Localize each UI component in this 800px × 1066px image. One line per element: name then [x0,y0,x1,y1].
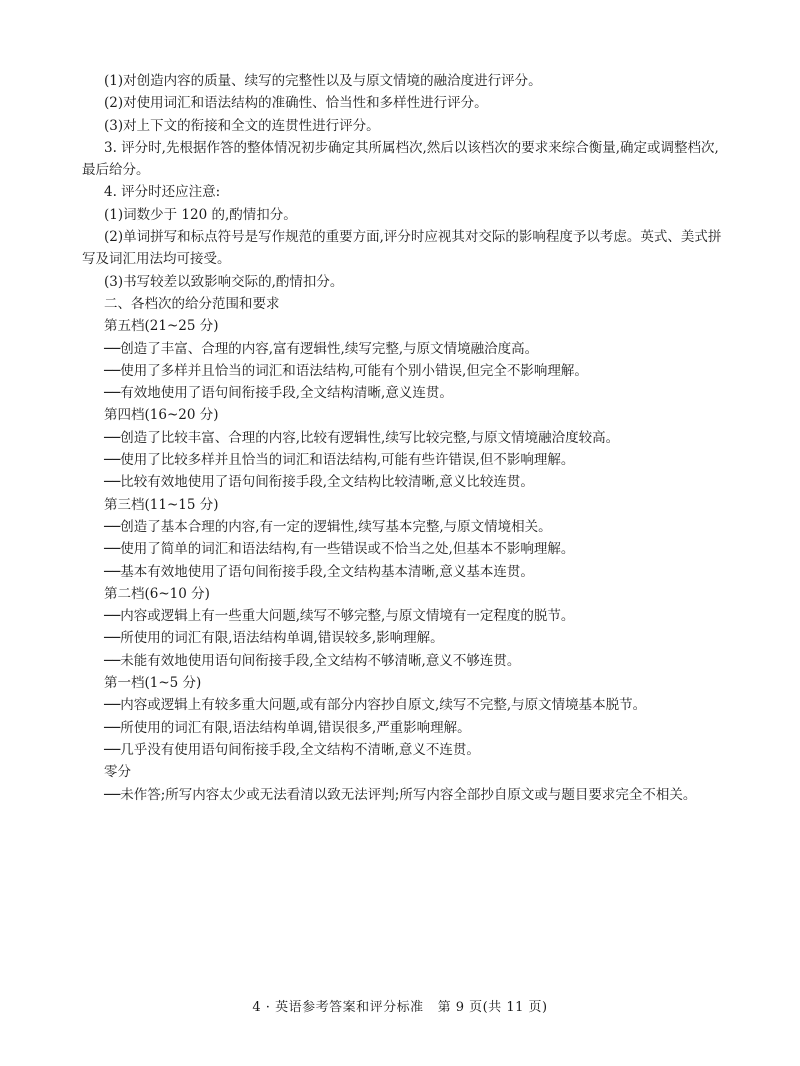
level-item: ──创造了基本合理的内容,有一定的逻辑性,续写基本完整,与原文情境相关。 [104,518,552,535]
level-item: ──所使用的词汇有限,语法结构单调,错误很多,严重影响理解。 [104,719,471,736]
level-item: ──使用了比较多样并且恰当的词汇和语法结构,可能有些许错误,但不影响理解。 [104,452,575,469]
level-title: 第二档(6~10 分) [104,585,210,602]
level-item: ──未作答;所写内容太少或无法看清以致无法评判;所写内容全部抄自原文或与题目要求完全不相关。 [104,786,697,803]
level-title: 第三档(11~15 分) [104,496,219,513]
criterion-cohesion: (3)对上下文的衔接和全文的连贯性进行评分。 [104,117,380,134]
page-footer [0,996,800,1015]
note-word-count: (1)词数少于 120 的,酌情扣分。 [104,206,297,223]
footer-page-number: 第 9 页(共 11 页) [437,1000,548,1015]
note-handwriting: (3)书写较差以致影响交际的,酌情扣分。 [104,273,344,290]
level-item: ──所使用的词汇有限,语法结构单调,错误较多,影响理解。 [104,630,444,647]
level-item: ──使用了多样并且恰当的词汇和语法结构,可能有个别小错误,但完全不影响理解。 [104,362,588,379]
footer-document-title: 4 · 英语参考答案和评分标准 [252,1000,424,1015]
level-2 [82,583,730,672]
level-item: ──内容或逻辑上有一些重大问题,续写不够完整,与原文情境有一定程度的脱节。 [104,608,575,625]
rule-notes-heading: 4. 评分时还应注意: [104,184,221,201]
level-item: ──使用了简单的词汇和语法结构,有一些错误或不恰当之处,但基本不影响理解。 [104,541,575,558]
level-title: 第一档(1~5 分) [104,675,202,692]
level-title: 第四档(16~20 分) [104,407,219,424]
level-item: ──未能有效地使用语句间衔接手段,全文结构不够清晰,意义不够连贯。 [104,652,521,669]
level-item: ──基本有效地使用了语句间衔接手段,全文结构基本清晰,意义基本连贯。 [104,563,534,580]
level-item: ──有效地使用了语句间衔接手段,全文结构清晰,意义连贯。 [104,385,453,402]
level-1 [82,672,730,761]
level-item: ──创造了比较丰富、合理的内容,比较有逻辑性,续写比较完整,与原文情境融洽度较高。 [104,429,620,446]
level-4 [82,404,730,493]
level-3 [82,494,730,583]
criterion-content-quality: (1)对创造内容的质量、续写的完整性以及与原文情境的融洽度进行评分。 [104,73,542,89]
level-title: 零分 [104,764,131,781]
level-item: ──比较有效地使用了语句间衔接手段,全文结构比较清晰,意义比较连贯。 [104,474,534,491]
level-item: ──创造了丰富、合理的内容,富有逻辑性,续写完整,与原文情境融洽度高。 [104,340,539,357]
level-title: 第五档(21~25 分) [104,318,219,335]
section-heading-levels: 二、各档次的给分范围和要求 [104,295,280,312]
level-item: ──几乎没有使用语句间衔接手段,全文结构不清晰,意义不连贯。 [104,741,480,758]
scoring-criteria-body [82,70,730,806]
level-item: ──内容或逻辑上有较多重大问题,或有部分内容抄自原文,续写不完整,与原文情境基本脱节。 [104,697,647,714]
level-zero [82,761,730,806]
level-5 [82,315,730,404]
note-spelling-punctuation: (2)单词拼写和标点符号是写作规范的重要方面,评分时应视其对交际的影响程度予以考虑。英式、美式拼写及词汇用法均可接受。 [82,229,722,268]
rule-grading-procedure: 3. 评分时,先根据作答的整体情况初步确定其所属档次,然后以该档次的要求来综合衡量,确定或调整档次,最后给分。 [82,139,719,179]
criterion-vocabulary-grammar: (2)对使用词汇和语法结构的准确性、恰当性和多样性进行评分。 [104,95,488,112]
